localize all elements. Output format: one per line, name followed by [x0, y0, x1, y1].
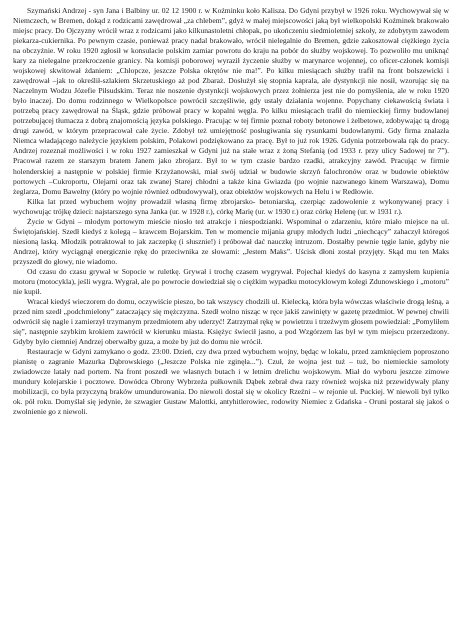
paragraph: Od czasu do czasu grywał w Sopocie w ruletkę. Grywał i trochę czasem wygrywał. Pojechał kiedyś do kasyna z zamysłem kupienia motoru (motocykla), jeśli wygra. Wygrał, ale po powrocie dowiedział się o ciężkim wypadku motocyklowym kolegi Zdunowskiego i „motoru” nie kupił.: [13, 266, 449, 296]
paragraph: Szymański Andrzej - syn Jana i Balbiny ur. 02 12 1900 r. w Koźminku koło Kalisza. Do Gdyni przybył w 1926 roku. Wychowywał się w Niemczech, w Bremen, dokąd z rodzicami zawędrował „za chlebem”, gdyż w małej miejscowości jaką był wielkopolski Koźminek brakowało miejsc pracy. Do Ojczyzny wrócił wraz z rodzicami jako kilkunastoletni chłopak, po ukończeniu siedmioletniej szkoły, ze zdobytym zawodem piekarza-cukiernika. Po pewnym czasie, ponieważ pracy nadal brakowało, wrócił nielegalnie do Bremen, gdzie zakosztował ciężkiego życia na obczyźnie. W roku 1920 zgłosił w konsulacie polskim zamiar powrotu do kraju na pobór do służby wojskowej. To pozwoliło mu uniknąć kary za nielegalne przekroczenie granicy. Na komisji poborowej wyraził życzenie służby w marynarce wojennej, co oficer-członek komisji wojskowej skwitował żdaniem: „Chłopcze, jeszcze Polska okrętów nie ma!”. Po kilku miesiącach służby trafił na front bolszewicki i zawędrował –jak to określił-szlakiem Skrzetuskiego aż pod Zbaraż. Dosłużył się stopnia kaprala, ale dystynkcji nie nosił, wzorując się na Naczelnym Wodzu Józefie Piłsudskim. Teraz nie noszenie dystynkcji wojskowych przez żołnierza jest nie do pomyślenia, ale w roku 1920 było inaczej. Do domu rodzinnego w Wielkopolsce powrócił szczęśliwie, gdy ustały działania wojenne. Popychany ciekawością świata i potrzebą pracy zawędrował na Śląsk, gdzie próbował pracy w kopalni węgla. Po kilku miesiącach trafił do niemieckiej firmy budowlanej potrzebującej tłumacza z dobrą znajomością języka polskiego. Pracując w tej firmie poznał roboty betonowe i żelbetowe, zdobywając tą drogą drugi zawód, w którym przepracował całe życie. Zdobył też umiejętność posługiwania się rysunkami budowlanymi. Gdy firma znalazła Niemca władającego należycie językiem polskim, Polakowi podziękowano za pracę. Był to już rok 1926. Gdynia potrzebowała rąk do pracy. Andrzej rozeznał możliwości i w roku 1927 zamieszkał w Gdyni już na stałe wraz z żoną Stefanią (od 1933 r. przy ulicy Sadowej nr 7”). Pracował razem ze starszym bratem Janem jako zbrojarz. Był to w tym czasie bardzo rzadki, atrakcyjny zawód. Pracując w firmie holenderskiej a następnie w polskiej firmie Krzyżanowski, miał swój udział w budowie skrzyń falochronów oraz w budowie obiektów portowych –Cukroportu, Olejarni oraz tak zwanej Stareј chłodni a także kina Gwiazda (po wojnie nazwanego kinem Warszawa), Domu żeglarza, Domu Bawełny (który po wojnie również odbudowywał), oraz obiektów wojskowych na Helu i w Redłowie.: [13, 6, 449, 196]
document-page: [13, 6, 449, 638]
paragraph: Wracał kiedyś wieczorem do domu, oczywiście pieszo, bo tak wszyscy chodzili ul. Kielecką, która była wówczas właściwie drogą leśną, a przed nim szedł „podchmielony” zataczający się mężczyzna. Szedł wolno nisząc w ręce jakiś zawinięty w gazetę przedmiot. W pewnej chwili odwrócił się nagle i zamierzył trzymanym przedmiotem aby uderzyć! Zatrzymał rękę w powietrzu i trzeźwym głosem powiedział: „Pomyliłem się”, następnie szybkim krokiem zawrócił w kierunku miasta. Księżyc świecił jasno, a pod Wzgórzem las był w tym miejscu przerzedzony. Gdyby było ciemniej Andrzej oberwałby guza, a może by już do domu nie wrócił.: [13, 296, 449, 347]
paragraph: Życie w Gdyni – młodym portowym mieście niosło też atrakcje i niespodzianki. Wspominał o zdarzeniu, które miało miejsce na ul. Świętojańskiej. Szedł kiedyś z kolegą – krawcem Bojarskim. Ten w momencie mijania grupy młodych ludzi „niechcący” zahaczył któregoś niesioną laską. Młodzik potraktował to jak zaczepkę (i słusznie!) i próbował dać nauczkę intruzom. Dostałby pewnie tęgie lanie, gdyby nie Andrzej, który wyciągnął energicznie rękę do przeciwnika ze słowami: „Jestem Maks”. Uścisk dłoni został przyjęty. Skąd mu ten Maks przyszedł do głowy, nie wiadomo.: [13, 216, 449, 266]
paragraph: Kilka lat przed wybuchem wojny prowadził własną firmę zbrojarsko- betoniarską, czerpiąc zadowolenie z wykonywanej pracy i wychowując trójkę dzieci: najstarszego syna Janka (ur. w 1928 r.), córkę Marię (ur. w 1930 r.) oraz córkę Helenę (ur. w 1931 r.).: [13, 196, 449, 216]
paragraph: Restauracje w Gdyni zamykano o godz. 23:00. Dzień, czy dwa przed wybuchem wojny, będąc w lokalu, przed zamknięciem poproszono pianistę o zagranie Mazurka Dąbrowskiego („Jeszcze Polska nie zginęła...”). Czuł, że wojna jest tuż – tuż, bo niemieckie samoloty zwiadowcze latały nad portem. Na front poszedł we własnych butach i w letnim drelichu wojskowym. Miał do wyboru jeszcze zimowe mundury kolejarskie i pocztowe. Dowódca Obrony Wybrzeża pułkownik Dąbek zebrał dwa razy również wojska niż przewidywały plany mobilizacji, co była przyczyną braków umundurowania. Do niewoli dostał się w okolicy Rzeźni – w rejonie ul. Puckiej. W niewoli był tylko ok. pół roku. Domyślał się jedynie, że szwagier Gustaw Malottki, antyhitlerowiec, rodowity Niemiec z Gdańska - Oruni postarał się jakoś o zwolnienie go z niewoli.: [13, 347, 449, 417]
